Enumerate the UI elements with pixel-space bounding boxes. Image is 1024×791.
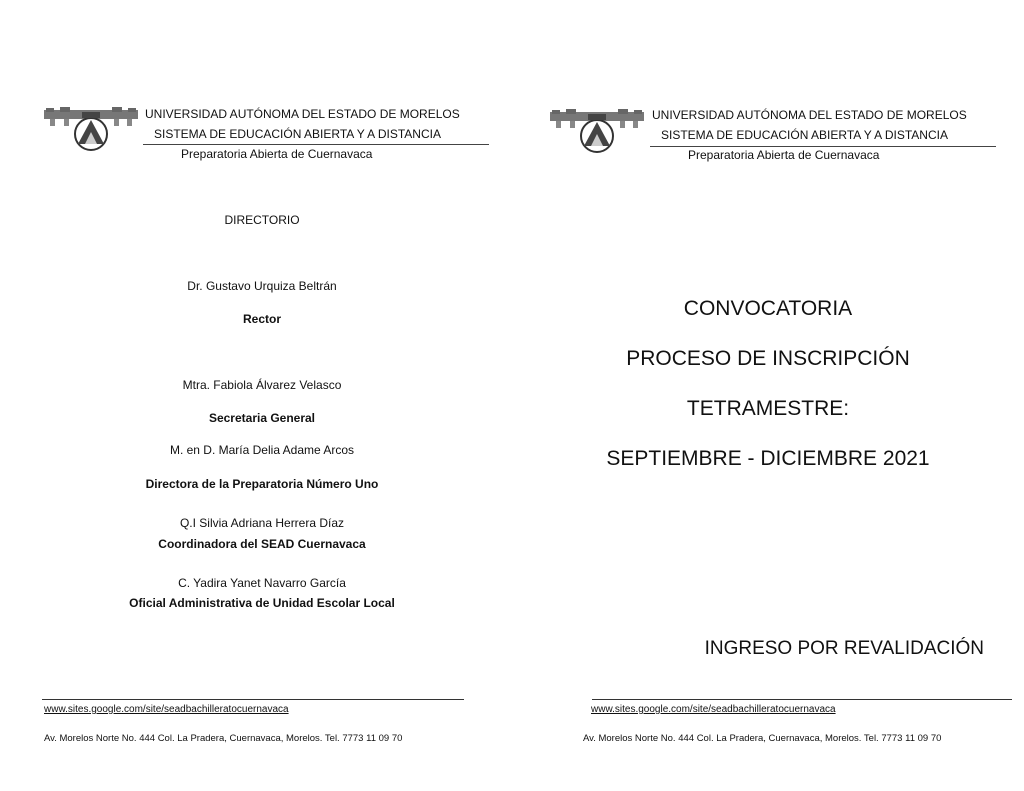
footer-url-link[interactable]: www.sites.google.com/site/seadbachilleratocuernavaca <box>44 704 289 715</box>
header-university: UNIVERSIDAD AUTÓNOMA DEL ESTADO DE MORELOS <box>652 108 967 122</box>
person-name: Dr. Gustavo Urquiza Beltrán <box>187 279 337 293</box>
header-rule <box>143 144 489 145</box>
person-name: M. en D. María Delia Adame Arcos <box>169 443 355 457</box>
header-system: SISTEMA DE EDUCACIÓN ABIERTA Y A DISTANCIA <box>154 127 441 141</box>
footer-rule <box>592 699 1012 700</box>
person-role: Secretaria General <box>208 411 316 425</box>
cover-subtitle: INGRESO POR REVALIDACIÓN <box>704 638 984 659</box>
person-name: C. Yadira Yanet Navarro García <box>178 576 346 590</box>
person-name: Mtra. Fabiola Álvarez Velasco <box>182 378 342 392</box>
footer-url-link[interactable]: www.sites.google.com/site/seadbachilleratocuernavaca <box>591 704 836 715</box>
header-school: Preparatoria Abierta de Cuernavaca <box>181 147 373 161</box>
person-name: Q.I Silvia Adriana Herrera Díaz <box>179 516 345 530</box>
footer-rule <box>42 699 464 700</box>
cover-term-dates: SEPTIEMBRE - DICIEMBRE 2021 <box>606 447 930 470</box>
cover-title: CONVOCATORIA <box>683 297 853 320</box>
person-role: Rector <box>242 312 281 326</box>
person-role: Oficial Administrativa de Unidad Escolar Local <box>129 596 395 610</box>
cover-process: PROCESO DE INSCRIPCIÓN <box>626 347 910 370</box>
footer-address: Av. Morelos Norte No. 444 Col. La Pradera, Cuernavaca, Morelos. Tel. 7773 11 09 70 <box>44 733 403 744</box>
right-page <box>512 0 1024 791</box>
person-role: Coordinadora del SEAD Cuernavaca <box>158 537 366 551</box>
uaem-logo-icon <box>548 106 646 154</box>
header-system: SISTEMA DE EDUCACIÓN ABIERTA Y A DISTANCIA <box>661 128 948 142</box>
header-school: Preparatoria Abierta de Cuernavaca <box>688 148 880 162</box>
footer-address: Av. Morelos Norte No. 444 Col. La Pradera, Cuernavaca, Morelos. Tel. 7773 11 09 70 <box>583 733 942 744</box>
person-role: Directora de la Preparatoria Número Uno <box>145 477 379 491</box>
header-rule <box>650 146 996 147</box>
directory-title: DIRECTORIO <box>224 213 300 227</box>
header-university: UNIVERSIDAD AUTÓNOMA DEL ESTADO DE MORELOS <box>145 107 460 121</box>
uaem-logo-icon <box>42 104 140 152</box>
cover-term-label: TETRAMESTRE: <box>686 397 850 420</box>
